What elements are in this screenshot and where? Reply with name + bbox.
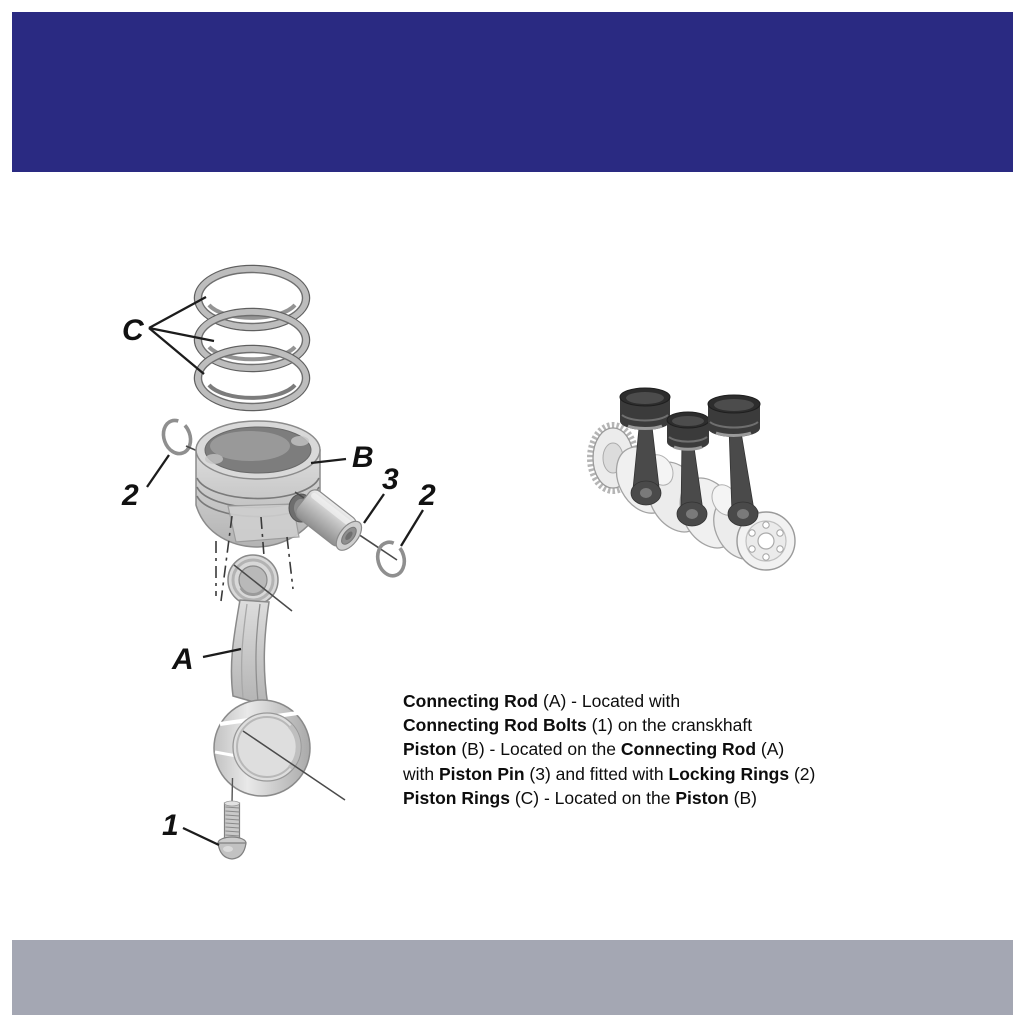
label-piston: B xyxy=(352,441,374,474)
piston-rings-illustration xyxy=(122,266,310,411)
label-bolt: 1 xyxy=(162,809,179,842)
leader-line-2-right xyxy=(401,510,423,546)
caption-line-1: Connecting Rod (A) - Located with xyxy=(403,691,681,711)
caption-line-5: Piston Rings (C) - Located on the Piston (B) xyxy=(403,787,758,808)
locking-ring-left-illustration xyxy=(121,417,195,512)
label-locking-ring-right: 2 xyxy=(419,479,436,512)
crank-piston-2 xyxy=(667,412,709,450)
caption-line-3: Piston (B) - Located on the Connecting Rod (A) xyxy=(403,739,785,760)
crank-piston-3 xyxy=(708,395,760,437)
label-locking-ring-left: 2 xyxy=(122,479,139,512)
caption-line-4: with Piston Pin (3) and fitted with Locking Rings (2) xyxy=(403,763,816,784)
leader-line-2-left xyxy=(147,455,169,487)
leader-line-1 xyxy=(183,828,219,845)
leader-line-3 xyxy=(364,494,384,523)
rod-bolt-illustration xyxy=(162,778,246,859)
label-piston-pin: 3 xyxy=(382,463,399,496)
crankshaft-assembly-illustration xyxy=(590,388,795,570)
connecting-rod-illustration xyxy=(171,555,345,800)
label-connecting-rod: A xyxy=(172,643,194,676)
leader-line-c1 xyxy=(149,297,206,328)
crank-piston-1 xyxy=(620,388,670,430)
piston-ring-bottom xyxy=(195,346,310,411)
caption-line-2: Connecting Rod Bolts (1) on the cranskhaft xyxy=(403,715,753,736)
caption-block xyxy=(403,689,893,810)
label-piston-rings: C xyxy=(122,314,144,347)
